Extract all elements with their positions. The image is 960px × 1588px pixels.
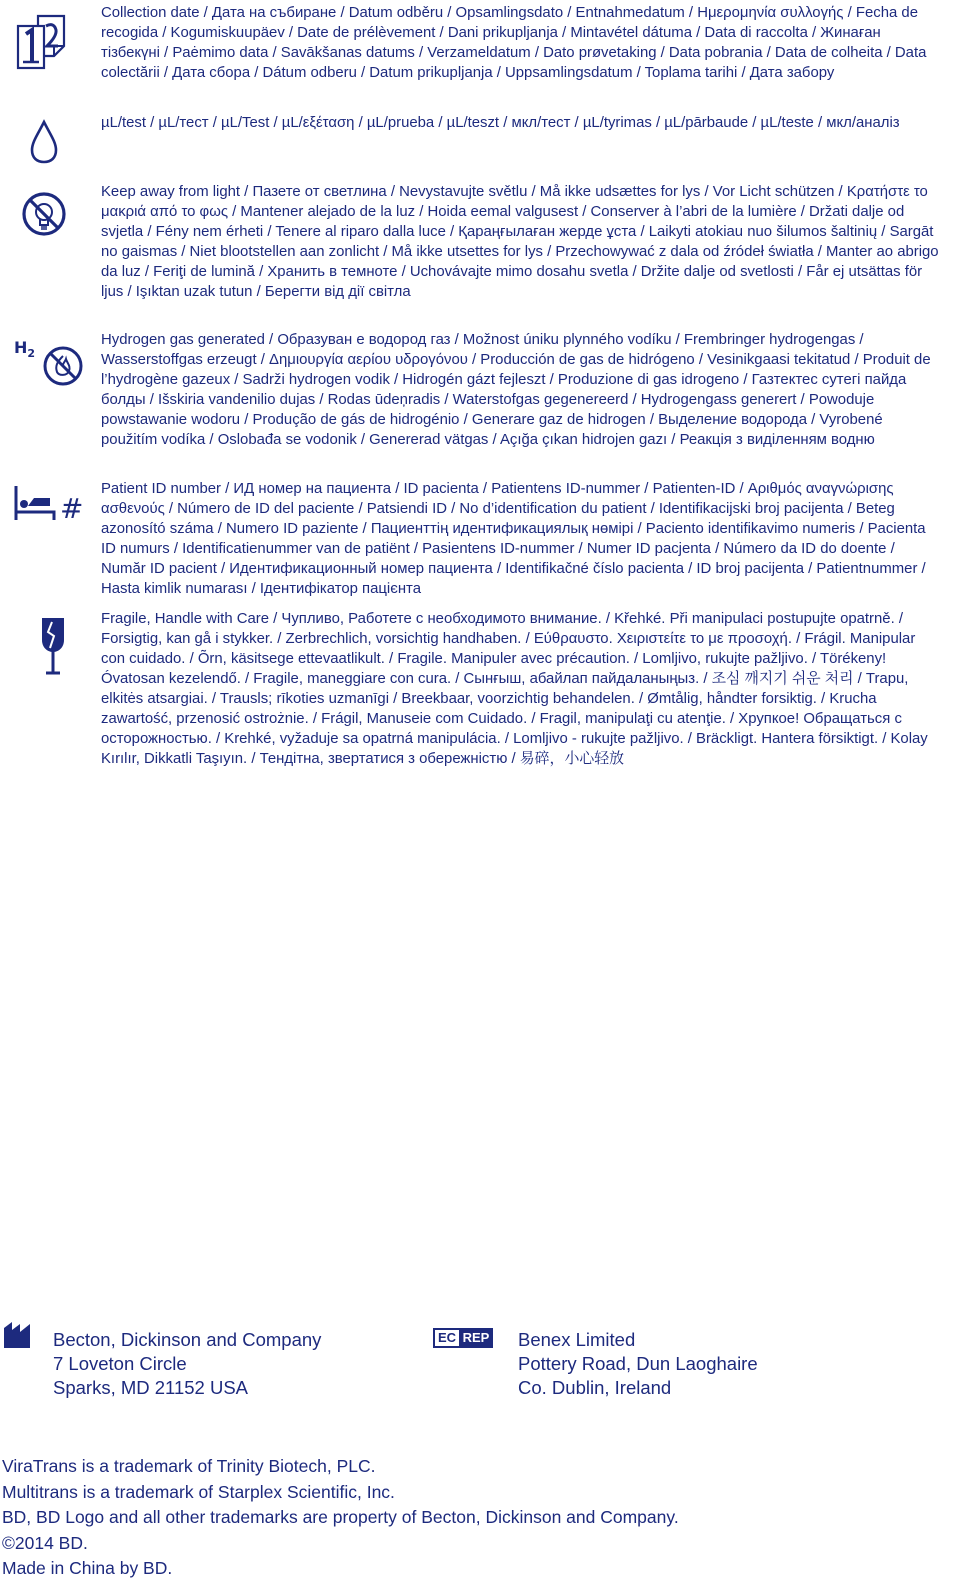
date-of-collection-icon [10, 12, 80, 82]
symbol-description: Collection date / Дата на събиране / Datum odběru / Opsamlingsdato / Entnahmedatum / Ημερομηνία συλλογής / Fecha de recogida / Kogumiskuupäev / Date de prélèvement / Dani prikupljanja / Mintavétel dátuma / Data di raccolta / Жинаған тізбекүні / Paėmimo data / Savākšanas datums / Verzameldatum / Dato prøvetaking / Data pobrania / Data de colheita / Data colectării / Дата сбора / Dátum odberu / Datum prikupljanja / Uppsamlingsdatum / Toplama tarihi / Дата забору [101, 5, 927, 81]
symbol-description: µL/test / µL/тест / µL/Test / µL/εξέταση / µL/prueba / µL/teszt / мкл/тест / µL/tyrimas / µL/pārbaude / µL/teste / мкл/аналіз [101, 115, 900, 131]
ec-rep-icon [433, 1328, 493, 1348]
fragile-icon [10, 618, 80, 688]
symbol-collection-date [0, 0, 960, 110]
note-multitrans: Multitrans is a trademark of Starplex Scientific, Inc. [2, 1481, 395, 1502]
symbol-description: Hydrogen gas generated / Образуван е водород газ / Možnost úniku plynného vodíku / Frembringer hydrogengas / Wasserstoffgas erzeugt / Δημιουργία αερίου υδρογόνου / Producción de gas de hidrógeno / Vesinikgaasi tekitatud / Produit de l’hydrogène gazeux / Sadrži hydrogen vodik / Hidrogén gázt fejleszt / Produzione di gas idrogeno / Газтектес сутегі пайда болды / Išskiria vandenilio dujas / Rodas ūdeņradis / Waterstofgas gegenereerd / Hydrogengass generert / Powoduje powstawanie wodoru / Produção de gás de hidrogénio / Generare gaz de hidrogen / Выделение водорода / Vyrobené použitím vodíka / Oslobađa se vodonik / Genererad vätgas / Açığa çıkan hidrojen gazı / Реакція з виділенням водню [101, 332, 931, 448]
rep-label: REP [462, 1330, 490, 1345]
symbol-ul-per-test [0, 110, 960, 180]
keep-away-from-light-icon [10, 186, 80, 256]
note-copyright: ©2014 BD. [2, 1532, 88, 1553]
manufacturer-street: 7 Loveton Circle [53, 1353, 187, 1374]
symbol-description: Fragile, Handle with Care / Чупливо, Работете с необходимото внимание. / Křehké. Při manipulaci postupujte opatrně. / Forsigtig, kan gå i stykker. / Zerbrechlich, vorsichtig handhaben. / Εύθραυστο. Χειριστείτε το με προσοχή. / Frágil. Manipular con cuidado. / Õrn, käsitsege ettevaatlikult. / Fragile. Manipuler avec précaution. / Lomljivo, rukujte pažljivo. / Törékeny! Óvatosan kezelendő. / Fragile, maneggiare con cura. / Сынғыш, абайлап пайдаланыңыз. / 조심 깨지기 쉬운 처리 / Trapu, elkitės atsargiai. / Trausls; rīkoties uzmanīgi / Breekbaar, voorzichtig behandelen. / Ømtålig, håndter forsiktig. / Krucha zawartość, przenosić ostrożnie. / Frágil, Manuseie com Cuidado. / Fragil, manipulaţi cu atenţie. / Хрупкое! Обращаться с осторожностью. / Krehké, vyžaduje sa opatrná manipulácia. / Lomljivo - rukujte pažljivo. / Bräckligt. Hantera försiktigt. / Kolay Kırılır, Dikkatli Taşıyın. / Тендітна, звертатися з обережністю / 易碎，小心轻放 [101, 611, 928, 767]
trademark-notes [2, 1454, 679, 1582]
hash-symbol: # [60, 492, 84, 525]
note-bd-trademarks: BD, BD Logo and all other trademarks are property of Becton, Dickinson and Company. [2, 1507, 679, 1527]
symbol-fragile [0, 600, 960, 800]
manufacturer-name: Becton, Dickinson and Company [53, 1329, 322, 1350]
symbol-description: Keep away from light / Пазете от светлина / Nevystavujte světlu / Må ikke udsættes for lys / Vor Licht schützen / Κρατήστε το μακριά από το φως / Mantener alejado de la luz / Hoida eemal valgusest / Conserver à l’abri de la lumière / Držati dalje od svjetla / Fény nem érheti / Tenere al riparo dalla luce / Қараңғылаған жерде ұста / Laikyti atokiau nuo šilumos šaltinių / Sargāt no gaismas / Niet blootstellen aan zonlicht / Må ikke utsettes for lys / Przechowywać z dala od źródeł światła / Manter ao abrigo da luz / Feriţi de lumină / Хранить в темноте / Uchovávajte mimo dosahu svetla / Držite dalje od svetlosti / Får ej utsättas för ljus / Işıktan uzak tutun / Берегти від дії світла [101, 184, 939, 300]
manufacturer-city: Sparks, MD 21152 USA [53, 1377, 249, 1398]
symbol-keep-away-from-light [0, 180, 960, 330]
manufacturer-icon [4, 1320, 30, 1348]
patient-id-icon [10, 484, 90, 554]
ec-rep-address [518, 1328, 758, 1400]
hydrogen-symbol: $H_2$ [14, 338, 36, 361]
hydrogen-gas-icon [10, 336, 90, 406]
ec-rep-street: Pottery Road, Dun Laoghaire [518, 1353, 758, 1374]
note-made-in: Made in China by BD. [2, 1558, 173, 1578]
symbol-patient-id [0, 470, 960, 600]
drop-icon [10, 114, 80, 184]
ec-rep-name: Benex Limited [518, 1329, 636, 1350]
note-viratrans: ViraTrans is a trademark of Trinity Biotech, PLC. [2, 1456, 376, 1476]
ec-label: EC [435, 1330, 461, 1346]
manufacturer-address [53, 1328, 321, 1400]
symbol-hydrogen-gas [0, 330, 960, 470]
ec-rep-city: Co. Dublin, Ireland [518, 1377, 672, 1398]
symbol-description: Patient ID number / ИД номер на пациента / ID pacienta / Patientens ID-nummer / Patienten-ID / Αριθμός αναγνώρισης ασθενούς / Número de ID del paciente / Patsiendi ID / No d’identification du patient / Identifikacijski broj pacijenta / Beteg azonosító száma / Numero ID paziente / Пациенттің идентификациялық нөмірі / Paciento identifikavimo numeris / Pacienta ID numurs / Identificatienummer van de patiënt / Pasientens ID-nummer / Numer ID pacjenta / Número da ID do doente / Număr ID pacient / Идентификационный номер пациента / Identifikačné číslo pacienta / ID broj pacijenta / Patientnummer / Hasta kimlik numarası / Ідентифікатор пацієнта [101, 481, 926, 597]
